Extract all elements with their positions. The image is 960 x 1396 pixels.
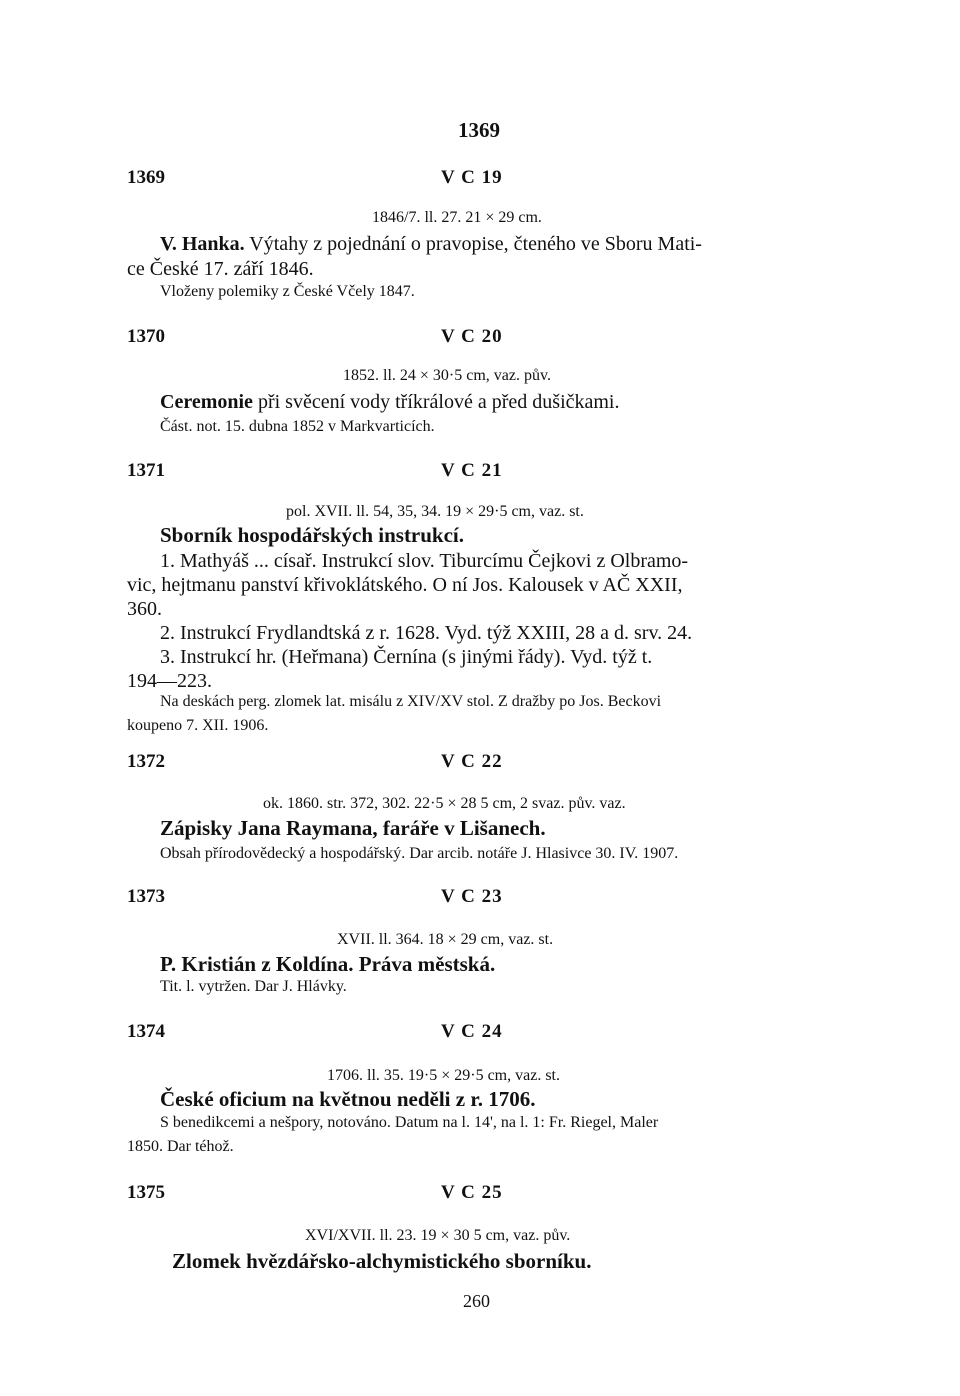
entry-body-line: 3. Instrukcí hr. (Heřmana) Černína (s jinými řády). Vyd. týž t. <box>160 646 653 668</box>
entry-note: Tit. l. vytržen. Dar J. Hlávky. <box>160 978 347 995</box>
entry-note: Obsah přírodovědecký a hospodářský. Dar arcib. notáře J. Hlasivce 30. IV. 1907. <box>160 845 679 862</box>
entry-note: 1850. Dar téhož. <box>127 1138 234 1155</box>
entry-body-line: 1. Mathyáš ... císař. Instrukcí slov. Tiburcímu Čejkovi z Olbramo- <box>160 550 689 572</box>
entry-number: 1372 <box>127 751 165 772</box>
running-head: 1369 <box>458 118 500 142</box>
shelf-signature: V C 21 <box>441 460 503 481</box>
entry-meta: pol. XVII. ll. 54, 35, 34. 19 × 29·5 cm, vaz. st. <box>286 503 584 520</box>
entry-title-line <box>160 233 702 256</box>
entry-note: S benedikcemi a nešpory, notováno. Datum na l. 14', na l. 1: Fr. Riegel, Maler <box>160 1114 659 1131</box>
entry-number: 1374 <box>127 1021 165 1042</box>
entry-meta: 1706. ll. 35. 19·5 × 29·5 cm, vaz. st. <box>327 1067 560 1084</box>
page-number: 260 <box>463 1291 490 1311</box>
shelf-signature: V C 19 <box>441 167 503 188</box>
entry-author: V. Hanka. <box>160 233 245 255</box>
entry-note: Na deskách perg. zlomek lat. misálu z XIV/XV stol. Z dražby po Jos. Beckovi <box>160 693 662 710</box>
entry-title: Zlomek hvězdářsko-alchymistického sborníku. <box>172 1249 592 1273</box>
entry-meta: XVI/XVII. ll. 23. 19 × 30 5 cm, vaz. pův. <box>305 1227 571 1244</box>
entry-body-line: vic, hejtmanu panství křivoklátského. O ní Jos. Kalousek v AČ XXII, <box>127 574 683 596</box>
entry-meta: 1852. ll. 24 × 30·5 cm, vaz. pův. <box>343 367 551 384</box>
shelf-signature: V C 24 <box>441 1021 503 1042</box>
entry-title-line <box>160 391 620 414</box>
entry-meta: ok. 1860. str. 372, 302. 22·5 × 28 5 cm, 2 svaz. pův. vaz. <box>263 795 626 812</box>
entry-title: Zápisky Jana Raymana, faráře v Lišanech. <box>160 816 546 840</box>
entry-title-rest: Výtahy z pojednání o pravopise, čteného ve Sboru Mati- <box>244 233 702 255</box>
entry-body-line: 2. Instrukcí Frydlandtská z r. 1628. Vyd. týž XXIII, 28 a d. srv. 24. <box>160 622 693 644</box>
shelf-signature: V C 25 <box>441 1182 503 1203</box>
entry-note: koupeno 7. XII. 1906. <box>127 717 269 734</box>
entry-number: 1370 <box>127 326 165 347</box>
shelf-signature: V C 23 <box>441 886 503 907</box>
entry-number: 1375 <box>127 1182 165 1203</box>
entry-note: Část. not. 15. dubna 1852 v Markvarticích. <box>160 418 435 435</box>
entry-body-line: 360. <box>127 598 162 620</box>
entry-meta: 1846/7. ll. 27. 21 × 29 cm. <box>372 209 542 226</box>
entry-body-line: 194—223. <box>127 670 212 692</box>
entry-title: Sborník hospodářských instrukcí. <box>160 523 465 547</box>
shelf-signature: V C 20 <box>441 326 503 347</box>
entry-number: 1371 <box>127 460 165 481</box>
entry-title-rest: při svěcení vody tříkrálové a před dušičkami. <box>252 391 620 413</box>
entry-title-line: ce České 17. září 1846. <box>127 258 314 280</box>
entry-meta: XVII. ll. 364. 18 × 29 cm, vaz. st. <box>337 931 554 948</box>
entry-title-bold: Ceremonie <box>160 391 253 413</box>
shelf-signature: V C 22 <box>441 751 503 772</box>
entry-number: 1369 <box>127 167 165 188</box>
entry-note: Vloženy polemiky z České Včely 1847. <box>160 283 415 300</box>
entry-title: České oficium na květnou neděli z r. 1706. <box>160 1087 536 1111</box>
entry-title: P. Kristián z Koldína. Práva městská. <box>160 952 496 976</box>
entry-number: 1373 <box>127 886 165 907</box>
